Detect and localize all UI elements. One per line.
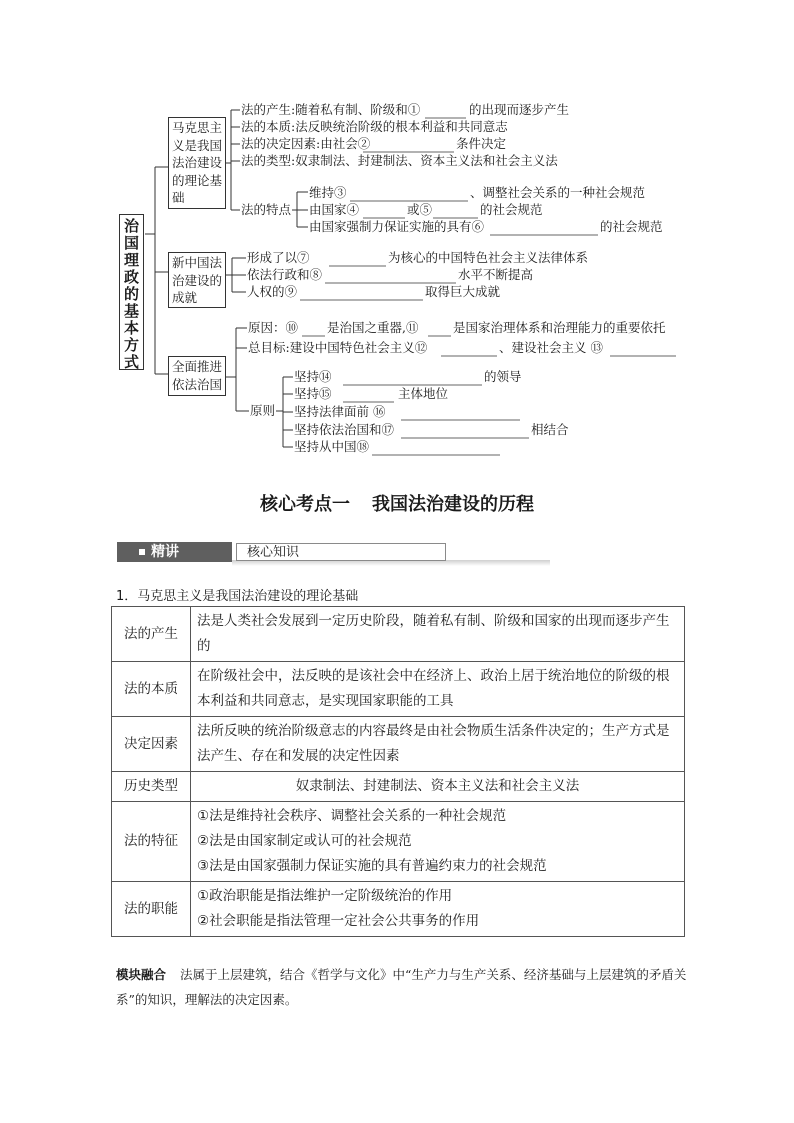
b3-principle-4: 坚持依法治国和⑰ [294,422,395,437]
module-fusion-text: 法属于上层建筑，结合《哲学与文化》中“生产力与生产关系、经济基础与上层建筑的矛盾关系”的知识，理解法的决定因素。 [116,967,687,1007]
banner-light-label: 核心知识 [247,545,300,560]
function-item-1: ①政治职能是指法维护一定阶级统治的作用 [197,888,453,904]
feature-item-3: ③法是由国家强制力保证实施的具有普遍约束力的社会规范 [197,858,547,874]
section-title: 1．马克思主义是我国法治建设的理论基础 [116,589,359,604]
b1-feature-1-tail: 、调整社会关系的一种社会规范 [470,185,646,200]
b3-line-principles: 原则 [250,403,276,418]
b2-line-3-tail: 取得巨大成就 [425,284,501,299]
table-row [112,607,685,662]
b1-feature-3: 由国家强制力保证实施的具有⑥ [309,219,485,234]
b2-line-1-tail: 为核心的中国特色社会主义法律体系 [388,250,589,265]
b3-principle-3: 坚持法律面前 ⑯ [294,404,386,419]
b1-feature-2-tail: 的社会规范 [480,202,543,217]
b2-line-2: 依法行政和⑧ [247,267,323,282]
module-fusion-label: 模块融合 [116,967,167,982]
feature-item-1: ①法是维持社会秩序、调整社会关系的一种社会规范 [197,808,507,824]
b3-line-reason-mid: 是治国之重器,⑪ [327,320,419,335]
feature-item-2: ②法是由国家制定或认可的社会规范 [197,833,412,849]
row-value: 法所反映的统治阶级意志的内容最终是由社会物质生活条件决定的；生产方式是法产生、存在和发展的决定性因素 [191,717,685,772]
row-key: 历史类型 [112,772,191,802]
row-key: 法的产生 [112,607,191,662]
branch-rule-of-law-label: 全面推进依法治国 [172,359,223,392]
function-item-2: ②社会职能是指法管理一定社会公共事务的作用 [197,913,480,929]
section-banner [117,542,429,562]
knowledge-table [111,606,685,937]
branch-achievement-label: 新中国法治建设的成就 [172,255,223,305]
table-row [112,772,685,802]
b1-line-features: 法的特点 [241,202,292,217]
b2-line-3: 人权的⑨ [247,284,298,299]
b3-line-reason-tail: 是国家治理体系和治理能力的重要依托 [453,320,666,335]
table-row [112,882,685,937]
b1-feature-2-mid: 或⑤ [407,202,433,217]
page-title [0,490,794,516]
mindmap-root-label: 治国理政的基本方式 [123,217,139,371]
row-key: 法的本质 [112,662,191,717]
row-value: 在阶级社会中，法反映的是该社会中在经济上、政治上居于统治地位的阶级的根本利益和共同意志，是实现国家职能的工具 [191,662,685,717]
table-row [112,662,685,717]
b1-line-origin-tail: 的出现而逐步产生 [469,102,570,117]
b1-line-essence: 法的本质:法反映统治阶级的根本利益和共同意志 [241,119,508,134]
row-value [191,882,685,937]
b1-feature-3-tail: 的社会规范 [600,219,663,234]
banner-dark-label: 精讲 [151,544,179,560]
b1-line-determinant-tail: 条件决定 [456,136,507,151]
table-row [112,717,685,772]
mindmap-branch-theory [168,117,226,209]
b3-principle-1-tail: 的领导 [484,369,522,384]
title-part-1: 核心考点一 [260,494,350,515]
banner-dark-tab [117,542,232,562]
b3-principle-4-tail: 相结合 [531,422,569,437]
b1-feature-2: 由国家④ [309,202,360,217]
mindmap-root [119,214,144,370]
b3-line-goal: 总目标:建设中国特色社会主义⑫ [248,340,428,355]
banner-light-tab [236,543,446,561]
b3-line-goal-tail: 、建设社会主义 ⑬ [499,340,603,355]
branch-theory-label: 马克思主义是我国法治建设的理论基础 [172,120,223,205]
row-value: 法是人类社会发展到一定历史阶段，随着私有制、阶级和国家的出现而逐步产生的 [191,607,685,662]
table-row [112,802,685,882]
module-fusion-note [116,962,691,1012]
row-key: 法的特征 [112,802,191,882]
b3-principle-2: 坚持⑮ [294,386,332,401]
square-bullet-icon [139,549,145,555]
b1-line-types: 法的类型:奴隶制法、封建制法、资本主义法和社会主义法 [241,153,558,168]
b3-principle-2-tail: 主体地位 [398,386,449,401]
row-key: 决定因素 [112,717,191,772]
b2-line-1: 形成了以⑦ [247,250,310,265]
b2-line-2-tail: 水平不断提高 [458,267,534,282]
b3-principle-5: 坚持从中国⑱ [294,439,370,454]
b1-line-origin: 法的产生:随着私有制、阶级和① [241,102,421,117]
row-key: 法的职能 [112,882,191,937]
b1-feature-1: 维持③ [309,185,347,200]
b3-line-reason: 原因：⑩ [248,320,299,335]
row-value [191,802,685,882]
mindmap-branch-rule-of-law [168,356,226,396]
title-part-2: 我国法治建设的历程 [372,494,534,515]
mindmap-branch-achievement [168,252,226,308]
b1-line-determinant: 法的决定因素:由社会② [241,136,371,151]
row-value: 奴隶制法、封建制法、资本主义法和社会主义法 [191,772,685,802]
b3-principle-1: 坚持⑭ [294,369,332,384]
